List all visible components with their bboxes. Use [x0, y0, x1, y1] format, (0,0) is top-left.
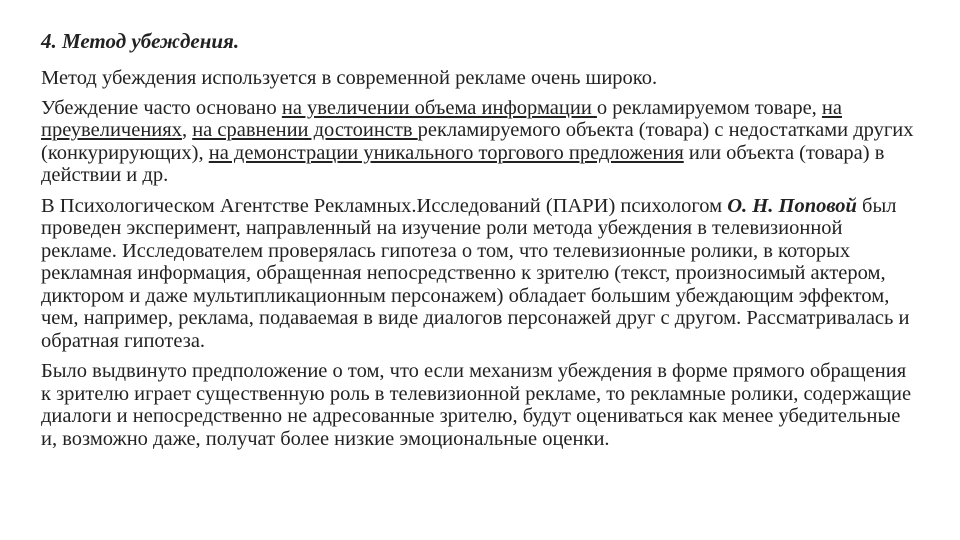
- paragraph-hypothesis: Было выдвинуто предположение о том, что если механизм убеждения в форме прямого обращения к зрителю играет существенную роль в телевизионной рекламе, то рекламные ролики, содержащие диалоги и непосредственно не адресованные зрителю, будут оцениваться как менее убедительные и, возможно даже, получат более низкие эмоциональные оценки.: [41, 360, 912, 450]
- underlined-phrase-usp-demonstration: на демонстрации уникального торгового предложения: [208, 141, 684, 164]
- underlined-phrase-exaggeration: на преувеличениях: [41, 96, 842, 141]
- text-run: был проведен эксперимент, направленный на изучение роли метода убеждения в телевизионной рекламе. Исследователем проверялась гипотеза о том, что телевизионные ролики, в которых рекламная информация, обращенная непосредственно к зрителю (текст, произносимый актером, диктором и даже мультипликационным персонажем) обладает большим убеждающим эффектом, чем, например, реклама, подаваемая в виде диалогов персонажей друг с другом. Рассматривалась и обратная гипотеза.: [41, 194, 910, 352]
- author-name: О. Н. Поповой: [727, 194, 857, 217]
- paragraph-persuasion-basis: [41, 97, 921, 187]
- text-run: о рекламируемом товаре,: [596, 96, 822, 119]
- underlined-phrase-information-volume: на увеличении объема информации: [281, 96, 597, 119]
- text-run: ,: [181, 119, 193, 141]
- paragraph-intro: Метод убеждения используется в современной рекламе очень широко.: [41, 67, 658, 89]
- document-page: [41, 28, 921, 458]
- text-run: Убеждение часто основано: [41, 96, 282, 119]
- section-heading: 4. Метод убеждения.: [41, 29, 240, 53]
- text-run: или объекта (товара) в действии и др.: [41, 141, 885, 186]
- text-run: рекламируемого объекта (товара) с недостатками других (конкурирующих),: [41, 119, 914, 164]
- text-run: В Психологическом Агентстве Рекламных.Исследований (ПАРИ) психологом: [41, 194, 728, 217]
- paragraph-experiment: [41, 195, 921, 353]
- underlined-phrase-comparison: на сравнении достоинств: [192, 119, 418, 141]
